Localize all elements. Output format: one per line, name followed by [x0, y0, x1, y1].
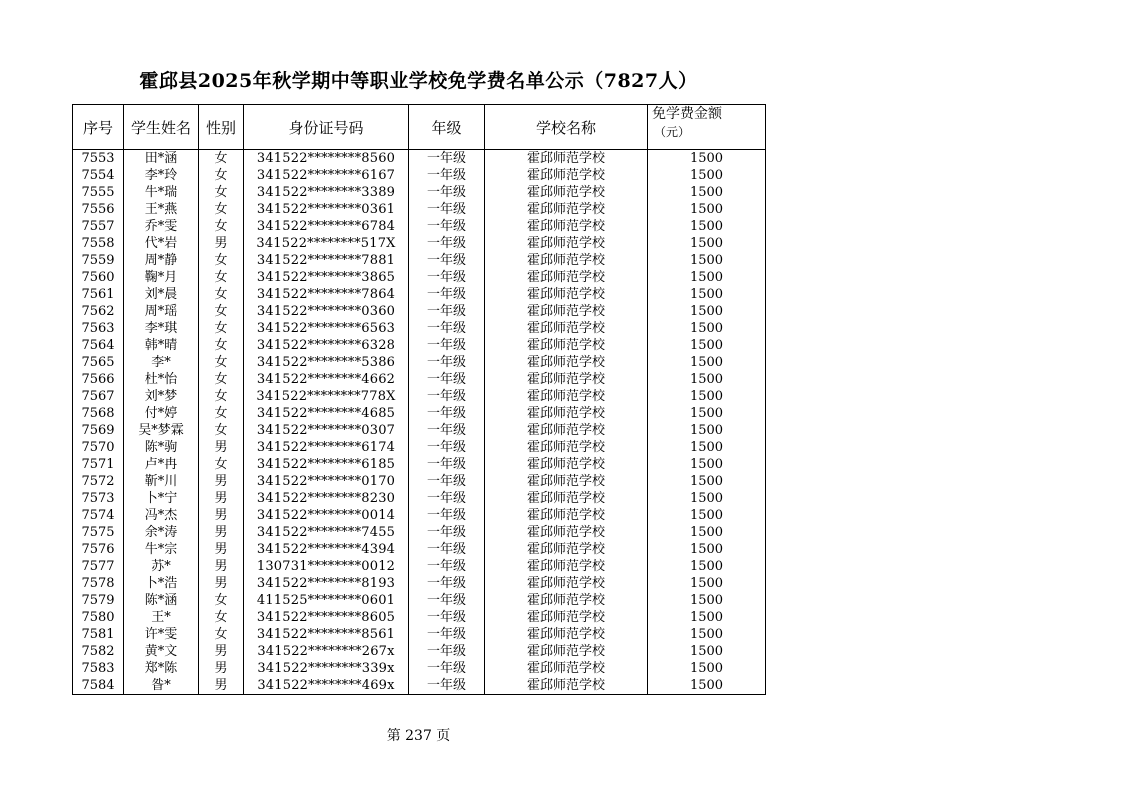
cell-gender: 男: [199, 558, 244, 575]
cell-seq: 7582: [73, 643, 124, 660]
cell-gender: 女: [199, 388, 244, 405]
cell-gender: 女: [199, 303, 244, 320]
cell-grade: 一年级: [409, 677, 485, 695]
cell-grade: 一年级: [409, 269, 485, 286]
cell-name: 黄*文: [124, 643, 199, 660]
table-row: [73, 388, 766, 405]
cell-name: 刘*晨: [124, 286, 199, 303]
cell-seq: 7575: [73, 524, 124, 541]
cell-seq: 7579: [73, 592, 124, 609]
cell-gender: 女: [199, 184, 244, 201]
table-row: [73, 405, 766, 422]
table-row: [73, 473, 766, 490]
cell-school: 霍邱师范学校: [485, 626, 648, 643]
table-row: [73, 218, 766, 235]
cell-gender: 女: [199, 218, 244, 235]
table-row: [73, 167, 766, 184]
cell-amount: 1500: [648, 422, 766, 439]
cell-school: 霍邱师范学校: [485, 456, 648, 473]
cell-grade: 一年级: [409, 473, 485, 490]
cell-gender: 女: [199, 167, 244, 184]
cell-name: 乔*雯: [124, 218, 199, 235]
table-body: [73, 150, 766, 695]
cell-seq: 7555: [73, 184, 124, 201]
cell-school: 霍邱师范学校: [485, 609, 648, 626]
cell-id: 341522********0170: [244, 473, 409, 490]
cell-amount: 1500: [648, 354, 766, 371]
cell-id: 341522********8230: [244, 490, 409, 507]
col-header-gender: 性别: [199, 105, 244, 150]
cell-name: 王*: [124, 609, 199, 626]
cell-name: 牛*瑞: [124, 184, 199, 201]
cell-amount: 1500: [648, 677, 766, 695]
cell-seq: 7565: [73, 354, 124, 371]
cell-amount: 1500: [648, 592, 766, 609]
cell-amount: 1500: [648, 541, 766, 558]
cell-amount: 1500: [648, 167, 766, 184]
table-row: [73, 422, 766, 439]
col-header-name: 学生姓名: [124, 105, 199, 150]
cell-school: 霍邱师范学校: [485, 337, 648, 354]
cell-grade: 一年级: [409, 337, 485, 354]
cell-id: 341522********7881: [244, 252, 409, 269]
cell-name: 付*婷: [124, 405, 199, 422]
cell-school: 霍邱师范学校: [485, 541, 648, 558]
cell-school: 霍邱师范学校: [485, 201, 648, 218]
page-number: 第 237 页: [386, 728, 451, 744]
cell-grade: 一年级: [409, 167, 485, 184]
cell-id: 341522********6563: [244, 320, 409, 337]
cell-id: 341522********469x: [244, 677, 409, 695]
cell-seq: 7573: [73, 490, 124, 507]
table-row: [73, 371, 766, 388]
cell-grade: 一年级: [409, 371, 485, 388]
cell-name: 周*瑶: [124, 303, 199, 320]
cell-name: 李*: [124, 354, 199, 371]
cell-seq: 7553: [73, 150, 124, 168]
cell-seq: 7576: [73, 541, 124, 558]
cell-name: 冯*杰: [124, 507, 199, 524]
cell-grade: 一年级: [409, 507, 485, 524]
cell-id: 341522********0014: [244, 507, 409, 524]
cell-seq: 7554: [73, 167, 124, 184]
cell-gender: 女: [199, 609, 244, 626]
cell-seq: 7560: [73, 269, 124, 286]
cell-id: 341522********517X: [244, 235, 409, 252]
cell-school: 霍邱师范学校: [485, 184, 648, 201]
cell-amount: 1500: [648, 201, 766, 218]
cell-gender: 女: [199, 354, 244, 371]
cell-amount: 1500: [648, 235, 766, 252]
cell-gender: 男: [199, 490, 244, 507]
cell-gender: 女: [199, 626, 244, 643]
cell-school: 霍邱师范学校: [485, 592, 648, 609]
cell-grade: 一年级: [409, 660, 485, 677]
cell-school: 霍邱师范学校: [485, 439, 648, 456]
cell-school: 霍邱师范学校: [485, 490, 648, 507]
cell-id: 341522********6174: [244, 439, 409, 456]
cell-amount: 1500: [648, 303, 766, 320]
table-row: [73, 609, 766, 626]
cell-grade: 一年级: [409, 456, 485, 473]
table-row: [73, 456, 766, 473]
cell-grade: 一年级: [409, 320, 485, 337]
cell-grade: 一年级: [409, 354, 485, 371]
table-row: [73, 252, 766, 269]
cell-amount: 1500: [648, 388, 766, 405]
cell-school: 霍邱师范学校: [485, 677, 648, 695]
cell-amount: 1500: [648, 456, 766, 473]
cell-school: 霍邱师范学校: [485, 218, 648, 235]
cell-amount: 1500: [648, 405, 766, 422]
cell-id: 341522********8561: [244, 626, 409, 643]
cell-id: 341522********7864: [244, 286, 409, 303]
cell-amount: 1500: [648, 184, 766, 201]
cell-grade: 一年级: [409, 405, 485, 422]
cell-name: 卜*宁: [124, 490, 199, 507]
cell-gender: 女: [199, 405, 244, 422]
table-row: [73, 677, 766, 695]
cell-seq: 7569: [73, 422, 124, 439]
cell-gender: 女: [199, 422, 244, 439]
cell-seq: 7581: [73, 626, 124, 643]
cell-amount: 1500: [648, 609, 766, 626]
cell-gender: 女: [199, 320, 244, 337]
col-header-school: 学校名称: [485, 105, 648, 150]
cell-name: 余*涛: [124, 524, 199, 541]
cell-id: 341522********4685: [244, 405, 409, 422]
table-row: [73, 541, 766, 558]
cell-school: 霍邱师范学校: [485, 558, 648, 575]
col-header-amount: [648, 105, 766, 150]
cell-amount: 1500: [648, 507, 766, 524]
cell-seq: 7584: [73, 677, 124, 695]
cell-grade: 一年级: [409, 252, 485, 269]
cell-amount: 1500: [648, 286, 766, 303]
cell-name: 郑*陈: [124, 660, 199, 677]
cell-grade: 一年级: [409, 235, 485, 252]
cell-school: 霍邱师范学校: [485, 388, 648, 405]
cell-gender: 女: [199, 456, 244, 473]
cell-name: 靳*川: [124, 473, 199, 490]
cell-gender: 女: [199, 150, 244, 168]
cell-school: 霍邱师范学校: [485, 354, 648, 371]
cell-id: 341522********3389: [244, 184, 409, 201]
cell-name: 许*雯: [124, 626, 199, 643]
cell-name: 陈*驹: [124, 439, 199, 456]
cell-id: 341522********4394: [244, 541, 409, 558]
cell-gender: 男: [199, 507, 244, 524]
cell-amount: 1500: [648, 558, 766, 575]
cell-amount: 1500: [648, 320, 766, 337]
cell-school: 霍邱师范学校: [485, 235, 648, 252]
cell-school: 霍邱师范学校: [485, 473, 648, 490]
cell-id: 341522********6328: [244, 337, 409, 354]
cell-id: 341522********8560: [244, 150, 409, 168]
cell-seq: 7568: [73, 405, 124, 422]
cell-gender: 男: [199, 575, 244, 592]
cell-id: 341522********267x: [244, 643, 409, 660]
page-title: 霍邱县2025年秋学期中等职业学校免学费名单公示（7827人）: [139, 70, 698, 92]
cell-amount: 1500: [648, 371, 766, 388]
cell-grade: 一年级: [409, 643, 485, 660]
cell-grade: 一年级: [409, 558, 485, 575]
cell-id: 341522********0360: [244, 303, 409, 320]
table-row: [73, 626, 766, 643]
roster-table: [72, 104, 766, 695]
cell-id: 341522********0307: [244, 422, 409, 439]
cell-id: 411525********0601: [244, 592, 409, 609]
cell-seq: 7561: [73, 286, 124, 303]
col-header-amount-label: 免学费金额: [652, 106, 722, 122]
cell-gender: 男: [199, 660, 244, 677]
cell-amount: 1500: [648, 660, 766, 677]
cell-gender: 女: [199, 252, 244, 269]
cell-seq: 7577: [73, 558, 124, 575]
table-row: [73, 524, 766, 541]
cell-name: 韩*晴: [124, 337, 199, 354]
table-row: [73, 337, 766, 354]
cell-name: 昝*: [124, 677, 199, 695]
table-row: [73, 354, 766, 371]
table-row: [73, 439, 766, 456]
cell-seq: 7559: [73, 252, 124, 269]
table-row: [73, 558, 766, 575]
cell-gender: 女: [199, 371, 244, 388]
cell-seq: 7574: [73, 507, 124, 524]
cell-amount: 1500: [648, 575, 766, 592]
cell-school: 霍邱师范学校: [485, 303, 648, 320]
cell-grade: 一年级: [409, 218, 485, 235]
cell-school: 霍邱师范学校: [485, 252, 648, 269]
cell-name: 周*静: [124, 252, 199, 269]
cell-school: 霍邱师范学校: [485, 575, 648, 592]
cell-gender: 女: [199, 269, 244, 286]
cell-id: 130731********0012: [244, 558, 409, 575]
cell-id: 341522********6167: [244, 167, 409, 184]
cell-gender: 女: [199, 201, 244, 218]
cell-grade: 一年级: [409, 490, 485, 507]
cell-grade: 一年级: [409, 541, 485, 558]
cell-name: 刘*梦: [124, 388, 199, 405]
cell-id: 341522********6185: [244, 456, 409, 473]
cell-school: 霍邱师范学校: [485, 422, 648, 439]
cell-name: 王*燕: [124, 201, 199, 218]
cell-school: 霍邱师范学校: [485, 320, 648, 337]
cell-grade: 一年级: [409, 524, 485, 541]
cell-grade: 一年级: [409, 575, 485, 592]
cell-id: 341522********4662: [244, 371, 409, 388]
cell-name: 杜*怡: [124, 371, 199, 388]
cell-gender: 男: [199, 677, 244, 695]
cell-grade: 一年级: [409, 286, 485, 303]
cell-seq: 7570: [73, 439, 124, 456]
cell-seq: 7556: [73, 201, 124, 218]
col-header-grade: 年级: [409, 105, 485, 150]
cell-name: 陈*涵: [124, 592, 199, 609]
table-header-row: [73, 105, 766, 150]
cell-gender: 女: [199, 337, 244, 354]
cell-grade: 一年级: [409, 609, 485, 626]
cell-seq: 7563: [73, 320, 124, 337]
cell-grade: 一年级: [409, 439, 485, 456]
cell-name: 李*玲: [124, 167, 199, 184]
table-row: [73, 150, 766, 168]
table-row: [73, 320, 766, 337]
cell-name: 苏*: [124, 558, 199, 575]
cell-id: 341522********5386: [244, 354, 409, 371]
cell-amount: 1500: [648, 439, 766, 456]
cell-grade: 一年级: [409, 388, 485, 405]
col-header-id: 身份证号码: [244, 105, 409, 150]
cell-seq: 7580: [73, 609, 124, 626]
cell-name: 卢*冉: [124, 456, 199, 473]
table-row: [73, 592, 766, 609]
table-row: [73, 507, 766, 524]
table-row: [73, 575, 766, 592]
cell-school: 霍邱师范学校: [485, 643, 648, 660]
cell-grade: 一年级: [409, 422, 485, 439]
col-header-amount-unit: （元）: [654, 125, 691, 139]
cell-seq: 7571: [73, 456, 124, 473]
cell-name: 李*琪: [124, 320, 199, 337]
table-row: [73, 286, 766, 303]
table-row: [73, 660, 766, 677]
cell-seq: 7566: [73, 371, 124, 388]
cell-id: 341522********8193: [244, 575, 409, 592]
cell-id: 341522********7455: [244, 524, 409, 541]
cell-school: 霍邱师范学校: [485, 167, 648, 184]
cell-amount: 1500: [648, 150, 766, 168]
cell-name: 代*岩: [124, 235, 199, 252]
cell-school: 霍邱师范学校: [485, 507, 648, 524]
cell-seq: 7562: [73, 303, 124, 320]
cell-seq: 7578: [73, 575, 124, 592]
cell-amount: 1500: [648, 218, 766, 235]
cell-seq: 7583: [73, 660, 124, 677]
table-row: [73, 490, 766, 507]
cell-id: 341522********8605: [244, 609, 409, 626]
cell-gender: 女: [199, 592, 244, 609]
cell-amount: 1500: [648, 252, 766, 269]
cell-school: 霍邱师范学校: [485, 150, 648, 168]
cell-seq: 7557: [73, 218, 124, 235]
cell-gender: 男: [199, 524, 244, 541]
cell-seq: 7564: [73, 337, 124, 354]
cell-id: 341522********3865: [244, 269, 409, 286]
cell-amount: 1500: [648, 524, 766, 541]
cell-school: 霍邱师范学校: [485, 660, 648, 677]
cell-amount: 1500: [648, 269, 766, 286]
cell-amount: 1500: [648, 337, 766, 354]
cell-gender: 女: [199, 286, 244, 303]
cell-name: 牛*宗: [124, 541, 199, 558]
cell-school: 霍邱师范学校: [485, 524, 648, 541]
table-row: [73, 303, 766, 320]
cell-name: 吴*梦霖: [124, 422, 199, 439]
cell-school: 霍邱师范学校: [485, 371, 648, 388]
cell-amount: 1500: [648, 643, 766, 660]
cell-id: 341522********0361: [244, 201, 409, 218]
cell-seq: 7572: [73, 473, 124, 490]
cell-gender: 男: [199, 473, 244, 490]
cell-name: 鞠*月: [124, 269, 199, 286]
cell-grade: 一年级: [409, 303, 485, 320]
cell-gender: 男: [199, 439, 244, 456]
cell-grade: 一年级: [409, 626, 485, 643]
table-row: [73, 184, 766, 201]
cell-grade: 一年级: [409, 184, 485, 201]
cell-grade: 一年级: [409, 150, 485, 168]
cell-gender: 男: [199, 235, 244, 252]
cell-school: 霍邱师范学校: [485, 405, 648, 422]
cell-gender: 男: [199, 541, 244, 558]
cell-amount: 1500: [648, 626, 766, 643]
table-row: [73, 269, 766, 286]
cell-seq: 7558: [73, 235, 124, 252]
cell-amount: 1500: [648, 490, 766, 507]
cell-name: 田*涵: [124, 150, 199, 168]
table-row: [73, 643, 766, 660]
cell-school: 霍邱师范学校: [485, 269, 648, 286]
cell-id: 341522********778X: [244, 388, 409, 405]
col-header-seq: 序号: [73, 105, 124, 150]
cell-school: 霍邱师范学校: [485, 286, 648, 303]
cell-seq: 7567: [73, 388, 124, 405]
cell-amount: 1500: [648, 473, 766, 490]
cell-grade: 一年级: [409, 201, 485, 218]
cell-gender: 男: [199, 643, 244, 660]
cell-id: 341522********339x: [244, 660, 409, 677]
cell-id: 341522********6784: [244, 218, 409, 235]
table-row: [73, 201, 766, 218]
cell-grade: 一年级: [409, 592, 485, 609]
table-row: [73, 235, 766, 252]
cell-name: 卜*浩: [124, 575, 199, 592]
